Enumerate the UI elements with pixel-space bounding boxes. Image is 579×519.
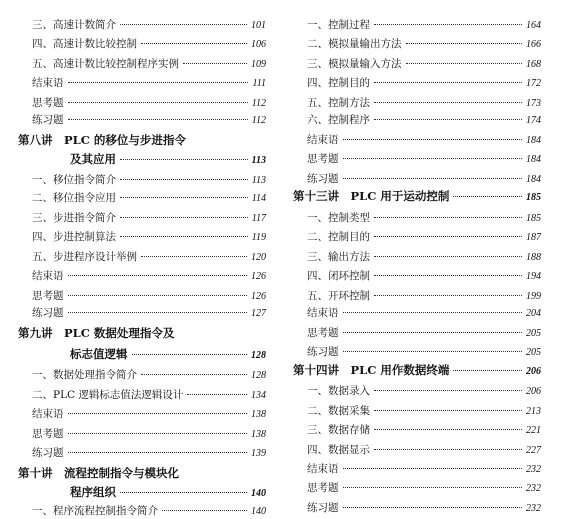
toc-page-number: 111 (252, 78, 266, 89)
dot-leader (132, 354, 248, 355)
dot-leader (343, 351, 523, 352)
toc-page-number: 101 (251, 20, 266, 31)
toc-entry (293, 443, 541, 458)
dot-leader (406, 43, 523, 44)
toc-chapter-heading (18, 326, 266, 340)
toc-entry-title: 五、高速计数比较控制程序实例 (32, 58, 179, 70)
dot-leader (374, 295, 522, 296)
toc-entry (293, 384, 541, 399)
dot-leader (141, 256, 247, 257)
toc-entry-title: 思考题 (32, 97, 64, 109)
dot-leader (343, 468, 523, 469)
dot-leader (374, 256, 522, 257)
toc-page-number: 168 (526, 59, 541, 70)
toc-entry (293, 326, 541, 341)
toc-page-number: 221 (526, 425, 541, 436)
toc-entry-title: 思考题 (307, 482, 339, 494)
dot-leader (68, 413, 248, 414)
dot-leader (162, 510, 247, 511)
toc-page-number: 206 (526, 386, 541, 397)
dot-leader (68, 102, 248, 103)
toc-entry-title: 六、控制程序 (307, 114, 370, 126)
dot-leader (68, 295, 248, 296)
toc-entry (293, 462, 541, 477)
toc-entry-title: 四、步进控制算法 (32, 231, 116, 243)
toc-entry-title: 结束语 (307, 134, 339, 146)
toc-page-number: 206 (526, 366, 541, 377)
toc-entry-title: 三、模拟量输入方法 (307, 58, 402, 70)
toc-page-number: 128 (251, 370, 266, 381)
toc-entry-title: 五、开环控制 (307, 290, 370, 302)
toc-entry-title: 练习题 (32, 114, 64, 126)
toc-page-number: 166 (526, 39, 541, 50)
toc-page-number: 184 (526, 174, 541, 185)
toc-page-number: 205 (526, 328, 541, 339)
toc-entry-title: 第十讲 流程控制指令与模块化 (18, 466, 179, 480)
toc-chapter-title-continued (18, 347, 266, 363)
toc-page-number: 174 (526, 115, 541, 126)
toc-entry-title: 思考题 (307, 153, 339, 165)
dot-leader (374, 390, 522, 391)
dot-leader (68, 433, 248, 434)
dot-leader (374, 410, 522, 411)
toc-entry (293, 96, 541, 111)
toc-page-number: 127 (251, 308, 266, 319)
toc-entry-title: 结束语 (32, 408, 64, 420)
toc-entry (18, 211, 266, 226)
toc-entry-title: 程序组织 (70, 485, 116, 499)
dot-leader (120, 236, 248, 237)
toc-entry-title: 一、控制类型 (307, 212, 370, 224)
toc-entry (18, 173, 266, 188)
toc-page-number: 194 (526, 271, 541, 282)
dot-leader (374, 217, 522, 218)
toc-entry (293, 250, 541, 265)
dot-leader (343, 158, 523, 159)
toc-entry (293, 404, 541, 419)
dot-leader (453, 196, 522, 197)
toc-entry (293, 423, 541, 438)
dot-leader (68, 452, 248, 453)
toc-entry (18, 191, 266, 206)
toc-page-number: 173 (526, 98, 541, 109)
toc-entry (293, 113, 541, 128)
dot-leader (374, 449, 522, 450)
toc-entry-title: 第十四讲 PLC 用作数据终端 (293, 363, 450, 377)
toc-entry-title: 五、控制方法 (307, 97, 370, 109)
toc-page-number: 114 (251, 193, 266, 204)
dot-leader (343, 139, 523, 140)
toc-entry-title: 四、控制目的 (307, 77, 370, 89)
toc-entry (18, 18, 266, 33)
dot-leader (343, 178, 523, 179)
toc-entry-title: 四、闭环控制 (307, 270, 370, 282)
toc-entry-title: 二、控制目的 (307, 231, 370, 243)
toc-entry-title: 一、程序流程控制指令简介 (32, 505, 158, 517)
toc-entry (18, 446, 266, 461)
dot-leader (141, 43, 247, 44)
toc-entry (293, 76, 541, 91)
toc-page-number: 140 (251, 506, 266, 517)
toc-entry (293, 172, 541, 187)
toc-page-number: 140 (251, 488, 266, 499)
toc-entry (293, 345, 541, 360)
toc-entry (293, 37, 541, 52)
dot-leader (141, 374, 247, 375)
toc-page-number: 106 (251, 39, 266, 50)
toc-entry (293, 211, 541, 226)
toc-entry (293, 501, 541, 516)
toc-entry-title: 第十三讲 PLC 用于运动控制 (293, 189, 450, 203)
dot-leader (120, 197, 248, 198)
toc-page-number: 232 (526, 503, 541, 514)
toc-page-number: 112 (251, 115, 266, 126)
toc-entry (18, 289, 266, 304)
dot-leader (68, 82, 249, 83)
toc-entry-title: 三、输出方法 (307, 251, 370, 263)
toc-entry-title: 第九讲 PLC 数据处理指令及 (18, 326, 175, 340)
toc-page-number: 199 (526, 291, 541, 302)
toc-entry-title: 练习题 (32, 307, 64, 319)
toc-chapter-title-continued (18, 485, 266, 501)
toc-entry (18, 427, 266, 442)
toc-entry (18, 306, 266, 321)
toc-entry-title: 结束语 (32, 270, 64, 282)
toc-entry (293, 133, 541, 148)
toc-entry (293, 306, 541, 321)
toc-entry-title: 练习题 (32, 447, 64, 459)
dot-leader (406, 63, 523, 64)
dot-leader (183, 63, 247, 64)
toc-entry (18, 76, 266, 91)
toc-entry-title: 四、数据显示 (307, 444, 370, 456)
toc-entry-title: 及其应用 (70, 152, 116, 166)
dot-leader (343, 507, 523, 508)
toc-page-number: 109 (251, 59, 266, 70)
toc-page-number: 184 (526, 154, 541, 165)
toc-page-number: 120 (251, 252, 266, 263)
toc-entry-title: 一、移位指令简介 (32, 174, 116, 186)
toc-entry-title: 标志值逻辑 (70, 347, 128, 361)
toc-chapter-heading (293, 363, 541, 379)
toc-page-number: 119 (251, 232, 266, 243)
toc-entry (293, 481, 541, 496)
toc-entry-title: 五、步进程序设计举例 (32, 251, 137, 263)
toc-page-number: 113 (251, 175, 266, 186)
toc-entry (18, 269, 266, 284)
toc-page-number: 138 (251, 409, 266, 420)
toc-page-number: 138 (251, 429, 266, 440)
toc-page-number: 188 (526, 252, 541, 263)
toc-entry-title: 结束语 (32, 77, 64, 89)
toc-page-number: 232 (526, 483, 541, 494)
dot-leader (374, 429, 522, 430)
toc-page-number: 126 (251, 291, 266, 302)
toc-chapter-heading (293, 189, 541, 205)
toc-entry-title: 二、移位指令应用 (32, 192, 116, 204)
toc-page-number: 227 (526, 445, 541, 456)
dot-leader (343, 487, 523, 488)
toc-page-number: 204 (526, 308, 541, 319)
dot-leader (68, 275, 248, 276)
toc-entry-title: 思考题 (32, 290, 64, 302)
toc-entry (293, 269, 541, 284)
toc-page-number: 113 (251, 155, 266, 166)
toc-page-number: 205 (526, 347, 541, 358)
toc-entry-title: 一、数据录入 (307, 385, 370, 397)
toc-page-number: 185 (526, 192, 541, 203)
toc-chapter-heading (18, 466, 266, 480)
toc-entry-title: 一、数据处理指令简介 (32, 369, 137, 381)
toc-entry-title: 练习题 (307, 502, 339, 514)
toc-entry (293, 18, 541, 33)
toc-entry (18, 388, 266, 403)
toc-entry (18, 250, 266, 265)
toc-chapter-title-continued (18, 152, 266, 168)
toc-entry (18, 96, 266, 111)
toc-entry-title: 二、PLC 逻辑标志值法逻辑设计 (32, 389, 184, 401)
toc-page-number: 184 (526, 135, 541, 146)
toc-entry (293, 57, 541, 72)
toc-page-number: 172 (526, 78, 541, 89)
toc-entry (293, 152, 541, 167)
toc-entry-title: 练习题 (307, 346, 339, 358)
toc-entry-title: 结束语 (307, 463, 339, 475)
toc-page-number: 139 (251, 448, 266, 459)
toc-entry-title: 一、控制过程 (307, 19, 370, 31)
toc-entry (18, 113, 266, 128)
dot-leader (374, 82, 522, 83)
toc-entry (18, 57, 266, 72)
toc-entry (293, 289, 541, 304)
toc-entry (18, 37, 266, 52)
dot-leader (68, 119, 248, 120)
toc-page-number: 187 (526, 232, 541, 243)
toc-entry-title: 思考题 (307, 327, 339, 339)
dot-leader (374, 119, 522, 120)
dot-leader (374, 275, 522, 276)
dot-leader (120, 217, 248, 218)
dot-leader (120, 159, 248, 160)
toc-entry-title: 三、数据存储 (307, 424, 370, 436)
toc-page-number: 164 (526, 20, 541, 31)
toc-entry (18, 407, 266, 422)
toc-entry-title: 结束语 (307, 307, 339, 319)
toc-entry-title: 二、模拟量输出方法 (307, 38, 402, 50)
toc-entry-title: 三、高速计数简介 (32, 19, 116, 31)
dot-leader (374, 236, 522, 237)
toc-page-number: 185 (526, 213, 541, 224)
toc-entry-title: 四、高速计数比较控制 (32, 38, 137, 50)
toc-page-number: 112 (251, 98, 266, 109)
toc-entry-title: 三、步进指令简介 (32, 212, 116, 224)
dot-leader (453, 370, 522, 371)
toc-page-number: 232 (526, 464, 541, 475)
toc-entry-title: 练习题 (307, 173, 339, 185)
dot-leader (343, 332, 523, 333)
dot-leader (120, 24, 247, 25)
toc-page-number: 128 (251, 350, 266, 361)
toc-entry-title: 二、数据采集 (307, 405, 370, 417)
dot-leader (187, 394, 247, 395)
dot-leader (120, 492, 247, 493)
dot-leader (343, 312, 523, 313)
toc-entry (293, 230, 541, 245)
dot-leader (374, 24, 522, 25)
toc-entry (18, 230, 266, 245)
toc-chapter-heading (18, 133, 266, 147)
toc-page-number: 126 (251, 271, 266, 282)
toc-page-number: 117 (251, 213, 266, 224)
toc-entry-title: 第八讲 PLC 的移位与步进指令 (18, 133, 186, 147)
toc-entry (18, 368, 266, 383)
toc-page-number: 213 (526, 406, 541, 417)
dot-leader (120, 179, 248, 180)
dot-leader (374, 102, 522, 103)
toc-entry-title: 思考题 (32, 428, 64, 440)
dot-leader (68, 312, 248, 313)
toc-page-number: 134 (251, 390, 266, 401)
